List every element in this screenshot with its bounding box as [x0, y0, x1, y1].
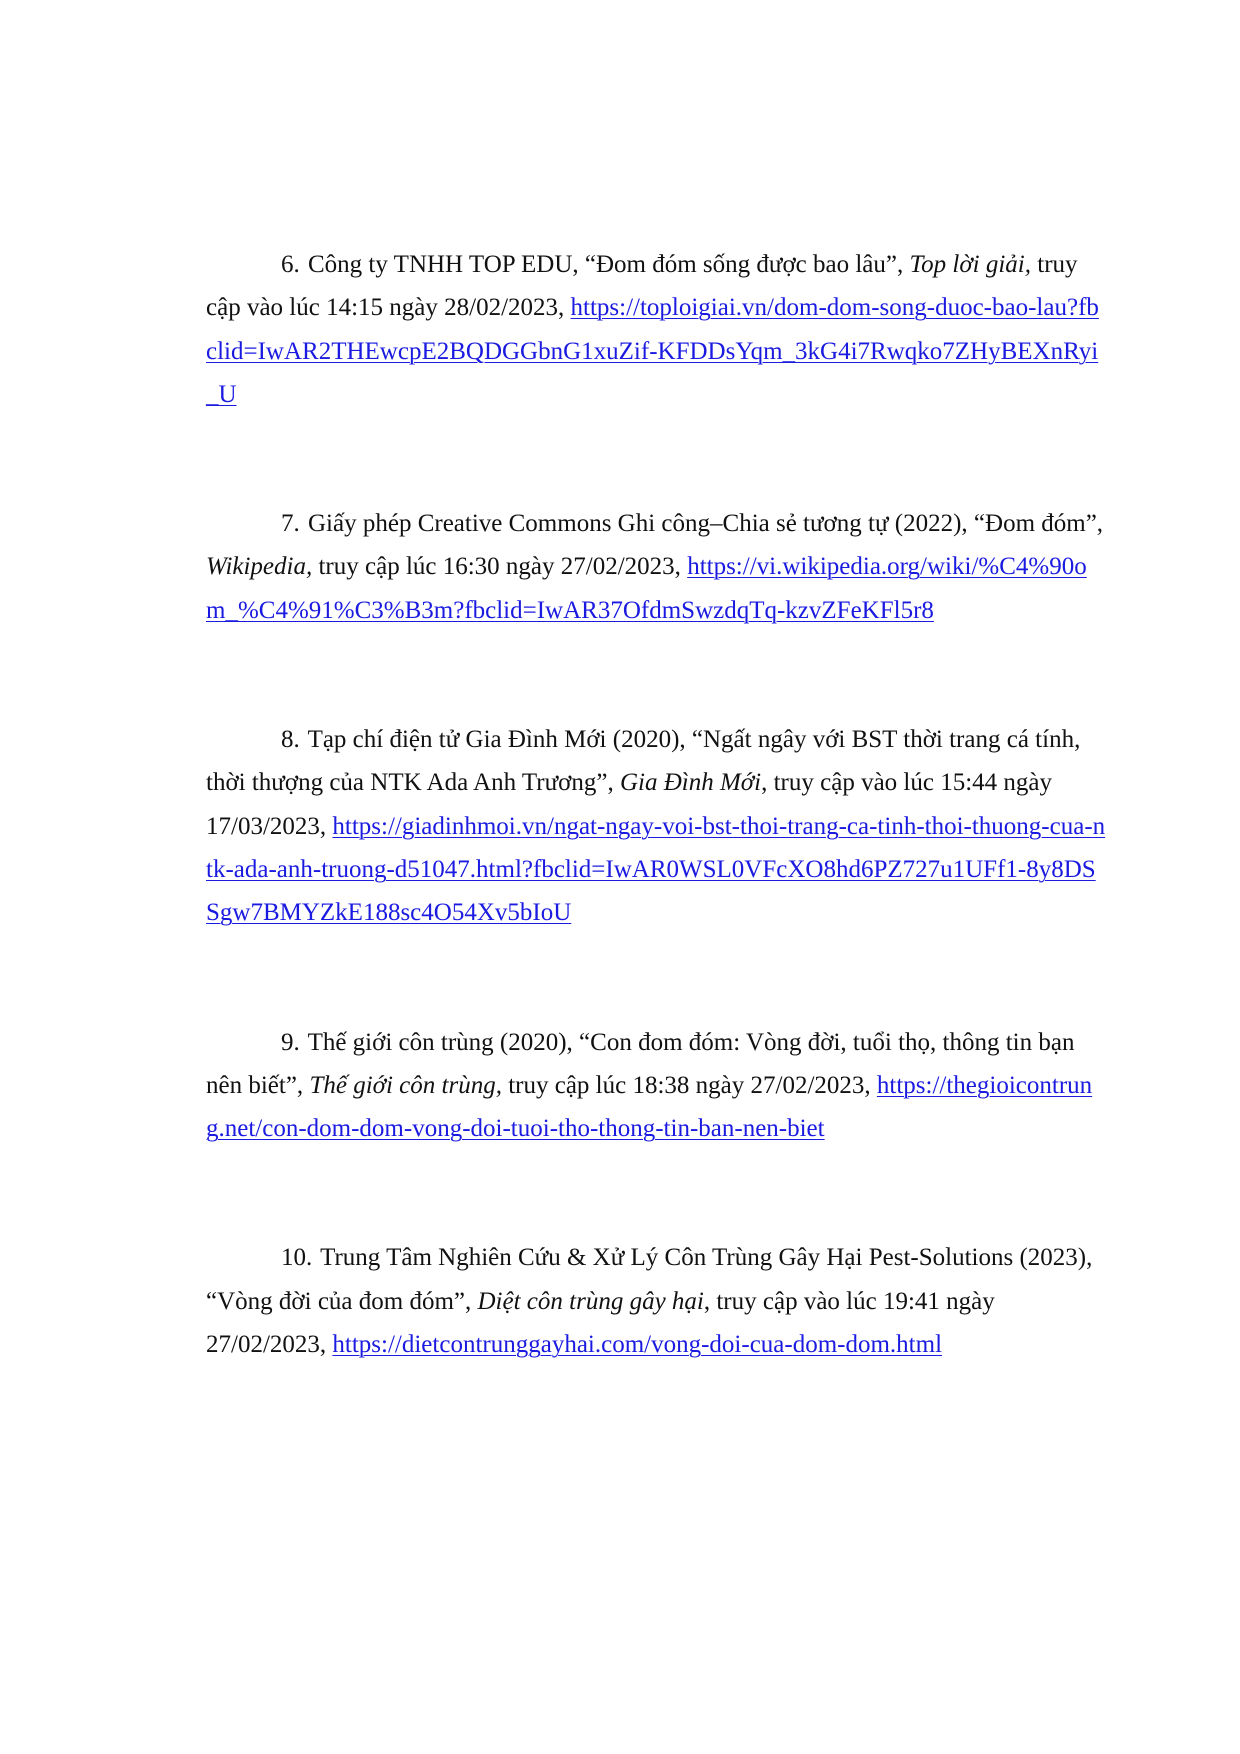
reference-item-9: [206, 1021, 1106, 1151]
reference-source: Diệt côn trùng gây hại: [477, 1287, 704, 1315]
reference-link[interactable]: https://vi.wikipedia.org/wiki/%C4%90om_%C4%91%C3%B3m?fbclid=IwAR37OfdmSwzdqTq-kzvZFeKFl5r8: [206, 553, 1087, 624]
reference-number: 8.: [281, 726, 300, 754]
reference-link[interactable]: https://dietcontrunggayhai.com/vong-doi-cua-dom-dom.html: [332, 1331, 943, 1359]
reference-link[interactable]: https://toploigiai.vn/dom-dom-song-duoc-bao-lau?fbclid=IwAR2THEwcpE2BQDGGbnG1xuZif-KFDDsYqm_3kG4i7Rwqko7ZHyBEXnRyi_U: [206, 294, 1099, 408]
reference-item-6: [206, 243, 1106, 416]
reference-text: Thế giới côn trùng (2020), “Con đom đóm: Vòng đời, tuổi thọ, thông tin bạn nên biết”,: [206, 1028, 1075, 1099]
reference-item-7: [206, 502, 1106, 632]
reference-access-text: truy cập vào lúc 14:15 ngày 28/02/2023,: [206, 251, 1078, 322]
reference-text: Giấy phép Creative Commons Ghi công–Chia sẻ tương tự (2022), “Đom đóm”,: [308, 510, 1104, 538]
reference-source: Gia Đình Mới: [619, 769, 762, 797]
reference-number: 6.: [281, 251, 300, 278]
reference-item-10: [206, 1236, 1106, 1366]
reference-link[interactable]: https://thegioicontrung.net/con-dom-dom-vong-doi-tuoi-tho-thong-tin-ban-nen-biet: [206, 1071, 1093, 1143]
reference-number: 10.: [281, 1244, 313, 1272]
reference-source: Top lời giải,: [909, 251, 1031, 278]
reference-item-8: [206, 718, 1106, 934]
reference-access-text: , truy cập vào lúc 15:44 ngày 17/03/2023,: [206, 769, 1053, 840]
reference-source: Wikipedia,: [206, 553, 313, 581]
reference-number: 7.: [281, 510, 300, 538]
reference-text: Tạp chí điện tử Gia Đình Mới (2020), “Ngất ngây với BST thời trang cá tính, thời thượng của NTK Ada Anh Trương”,: [206, 726, 1081, 797]
reference-access-text: , truy cập vào lúc 19:41 ngày 27/02/2023,: [206, 1287, 995, 1359]
reference-text: Trung Tâm Nghiên Cứu & Xử Lý Côn Trùng Gây Hại Pest-Solutions (2023), “Vòng đời của đom đóm”,: [206, 1244, 1093, 1315]
reference-number: 9.: [281, 1028, 300, 1056]
reference-text: Công ty TNHH TOP EDU, “Đom đóm sống được bao lâu”,: [308, 251, 910, 278]
reference-link[interactable]: https://giadinhmoi.vn/ngat-ngay-voi-bst-thoi-trang-ca-tinh-thoi-thuong-cua-ntk-ada-anh-truong-d51047.html?fbclid=IwAR0WSL0VFcXO8hd6PZ727u1UFf1-8y8DSSgw7BMYZkE188sc4O54Xv5bIoU: [206, 812, 1106, 927]
reference-access-text: truy cập lúc 18:38 ngày 27/02/2023,: [501, 1071, 877, 1099]
reference-source: Thế giới côn trùng,: [309, 1071, 502, 1099]
reference-access-text: truy cập lúc 16:30 ngày 27/02/2023,: [312, 553, 688, 581]
reference-list: [206, 243, 1106, 1366]
